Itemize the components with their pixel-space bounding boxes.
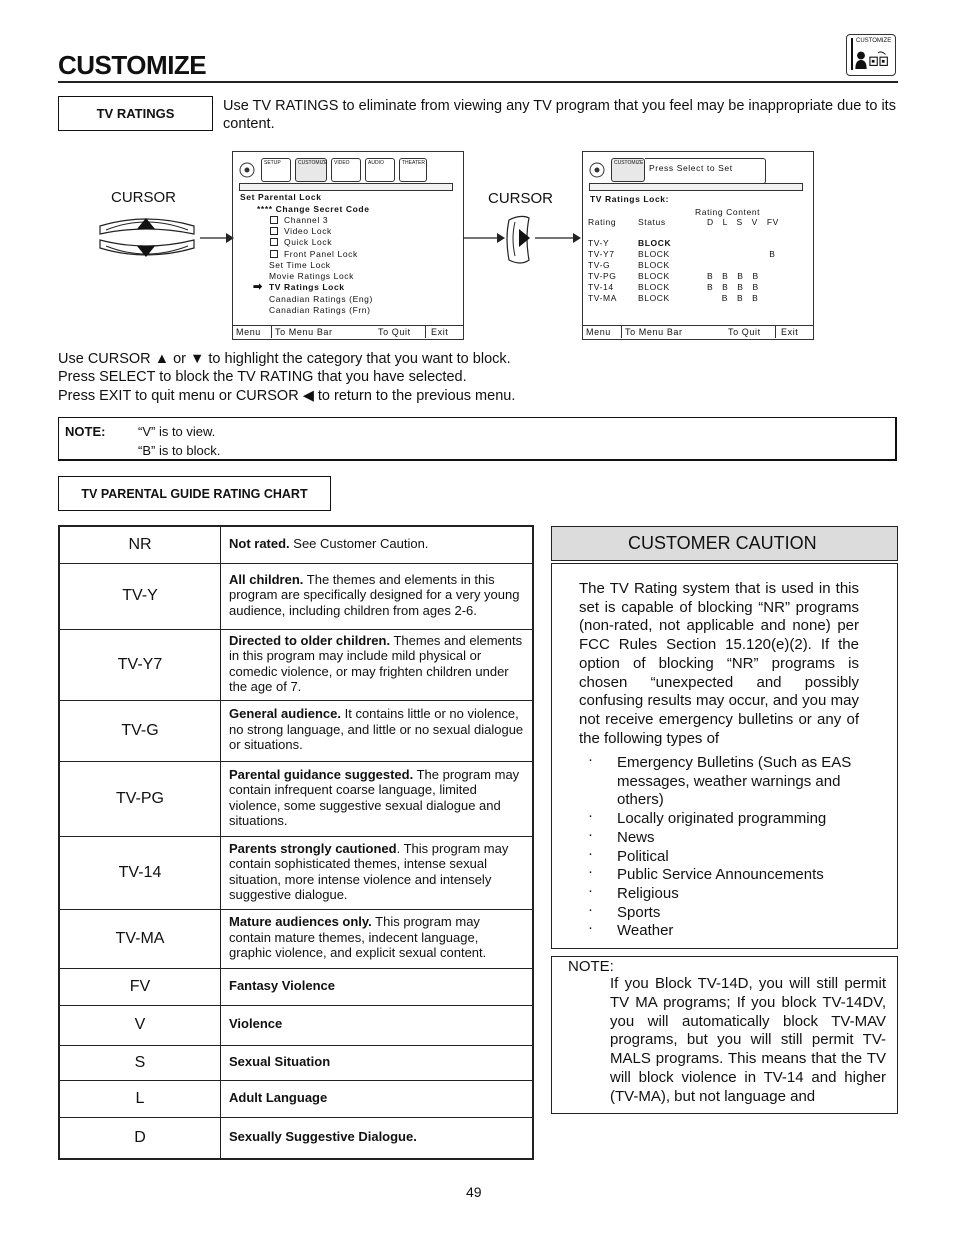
checkbox-icon	[270, 216, 278, 224]
instruction-line-1: Use CURSOR ▲ or ▼ to highlight the category that you want to block.	[58, 351, 511, 367]
screen1-item: **** Change Secret Code	[257, 204, 370, 214]
note-tv14-box	[551, 956, 898, 1114]
rating-chart-table	[58, 525, 534, 1160]
checkbox-icon	[270, 250, 278, 258]
customer-caution-box	[551, 563, 898, 949]
screen2-footer: Menu To Menu Bar To Quit Exit	[583, 325, 813, 339]
selection-arrow-icon: ➡	[253, 281, 263, 293]
rating-row	[59, 909, 533, 968]
rating-code: TV-Y	[59, 563, 221, 629]
parental-lock-menu-screen	[232, 151, 464, 340]
rating-row	[59, 563, 533, 629]
checkbox-icon	[270, 238, 278, 246]
chart-label: TV PARENTAL GUIDE RATING CHART	[58, 476, 331, 511]
tv-rating-row-content: B B B B	[707, 282, 759, 292]
caution-bullet: · Sports	[588, 904, 897, 923]
arrow-right-icon	[200, 228, 234, 248]
tv-ratings-lock-screen	[582, 151, 814, 340]
caution-text: The TV Rating system that is used in this set is capable of blocking “NR” programs (non-rated, not applicable and none) per FCC Rules Section 15.120(e)(2). If the option of blocking “NR” programs is chosen “unexpected and possibly confusing results may occur, and you may not receive emergency bulletins or any of the following types of	[579, 580, 859, 747]
tv-rating-row-content: B B B B	[707, 271, 759, 281]
content-cols: D L S V FV	[707, 217, 779, 227]
left-triangle-icon: ◀	[302, 388, 314, 404]
screen1-item: Movie Ratings Lock	[269, 271, 354, 281]
tv-rating-row-status: BLOCK	[638, 260, 670, 270]
rating-code: TV-PG	[59, 761, 221, 836]
note2-label: NOTE:	[568, 958, 614, 975]
rating-code: D	[59, 1117, 221, 1159]
corner-bar	[851, 38, 853, 70]
checkbox-icon	[270, 227, 278, 235]
menu-bar-2	[589, 183, 803, 191]
screen2-heading: TV Ratings Lock:	[590, 194, 670, 204]
tv-rating-row-status: BLOCK	[638, 293, 670, 303]
col-status: Status	[638, 217, 666, 227]
rating-code: S	[59, 1045, 221, 1080]
tv-rating-row-rating: TV-Y7	[588, 249, 615, 259]
rating-description: Fantasy Violence	[221, 968, 534, 1005]
rating-row	[59, 700, 533, 761]
page-number: 49	[466, 1184, 482, 1200]
cursor-right-pad-icon	[463, 214, 581, 266]
rating-row	[59, 761, 533, 836]
rating-row	[59, 1005, 533, 1045]
caution-bullet: · Emergency Bulletins (Such as EAS messages, weather warnings and others)	[588, 754, 857, 810]
rating-description: General audience. It contains little or no violence, no strong language, and little or no sexual dialogue or situations.	[221, 700, 534, 761]
remote-icon-2	[588, 160, 606, 180]
tv-ratings-label: TV RATINGS	[58, 96, 213, 131]
screen1-item: Canadian Ratings (Frn)	[269, 305, 371, 315]
rating-description: Violence	[221, 1005, 534, 1045]
tv-ratings-intro: Use TV RATINGS to eliminate from viewing any TV program that you feel may be inappropriate due to its content.	[223, 98, 896, 132]
rating-code: V	[59, 1005, 221, 1045]
cursor-up-down-pad-icon	[96, 210, 198, 266]
tab-customize-2: CUSTOMIZE	[611, 158, 645, 182]
tv-rating-row-status: BLOCK	[638, 249, 670, 259]
rating-code: L	[59, 1080, 221, 1117]
title-divider	[58, 81, 898, 83]
tab-customize: CUSTOMIZE	[295, 158, 327, 182]
down-triangle-icon: ▼	[190, 351, 205, 367]
rating-code: NR	[59, 526, 221, 563]
note-line-2: “B” is to block.	[138, 443, 221, 458]
person-icon	[855, 51, 867, 69]
caution-bullet: · Religious	[588, 885, 897, 904]
tab-setup: SETUP	[261, 158, 291, 182]
tv-rating-row-rating: TV-PG	[588, 271, 617, 281]
rating-code: FV	[59, 968, 221, 1005]
tv-rating-row-rating: TV-Y	[588, 238, 610, 248]
rating-row	[59, 629, 533, 700]
rating-content-label: Rating Content	[695, 207, 761, 217]
rating-row	[59, 1045, 533, 1080]
note2-text: If you Block TV-14D, you will still permit TV MA programs; If you block TV-14DV, you will automatically block TV-MAV programs, but you will still permit TV-MALS programs. This means that the TV will block violence in TV-14 and higher (TV-MA), but not language and	[610, 975, 886, 1105]
screen1-item: ➡ TV Ratings Lock	[253, 281, 345, 293]
tv-rating-row-status: BLOCK	[638, 238, 672, 248]
tv-rating-row-content: B	[707, 249, 776, 259]
menu-bar	[239, 183, 453, 191]
cursor-label-right: CURSOR	[488, 190, 554, 207]
remote-icon	[238, 160, 256, 180]
tv-rating-row-rating: TV-G	[588, 260, 611, 270]
rating-description: All children. The themes and elements in this program are specifically designed for a very young audience, including children from ages 2-6.	[221, 563, 534, 629]
rating-row	[59, 1080, 533, 1117]
rating-code: TV-MA	[59, 909, 221, 968]
instructions	[58, 350, 898, 405]
rating-description: Adult Language	[221, 1080, 534, 1117]
screen1-item: Set Time Lock	[269, 260, 331, 270]
corner-icon-label: CUSTOMIZE	[856, 38, 892, 44]
tab-audio: AUDIO	[365, 158, 395, 182]
screen1-footer: Menu To Menu Bar To Quit Exit	[233, 325, 463, 339]
col-rating: Rating	[588, 217, 617, 227]
page-title: CUSTOMIZE	[58, 50, 207, 80]
note-line-1: “V” is to view.	[138, 424, 216, 439]
up-triangle-icon: ▲	[154, 351, 170, 367]
screen1-item: Quick Lock	[270, 237, 332, 247]
customer-caution-heading: CUSTOMER CAUTION	[551, 526, 898, 561]
instruction-line-3: Press EXIT to quit menu or CURSOR ◀ to return to the previous menu.	[58, 388, 516, 404]
tab-theater: THEATER	[399, 158, 427, 182]
rating-row	[59, 526, 533, 563]
customize-corner-icon	[846, 34, 896, 76]
rating-code: TV-14	[59, 836, 221, 909]
rating-description: Not rated. See Customer Caution.	[221, 526, 534, 563]
tv-rating-row-status: BLOCK	[638, 282, 670, 292]
rating-description: Sexually Suggestive Dialogue.	[221, 1117, 534, 1159]
rating-description: Mature audiences only. This program may contain mature themes, indecent language, graphic violence, and explicit sexual content.	[221, 909, 534, 968]
rating-description: Directed to older children. Themes and elements in this program may include mild physical or comedic violence, or may frighten children under the age of 7.	[221, 629, 534, 700]
rating-row	[59, 1117, 533, 1159]
caution-bullets	[588, 754, 897, 941]
tv-rating-row-rating: TV-MA	[588, 293, 617, 303]
lock-grid-icon	[869, 51, 891, 67]
screen1-heading: Set Parental Lock	[240, 192, 322, 202]
tv-rating-row-content: B B B	[707, 293, 759, 303]
caution-bullet: · Public Service Announcements	[588, 866, 897, 885]
cursor-label-left: CURSOR	[111, 189, 177, 206]
rating-description: Sexual Situation	[221, 1045, 534, 1080]
note-label: NOTE:	[65, 424, 106, 439]
screen1-item: Video Lock	[270, 226, 332, 236]
rating-code: TV-G	[59, 700, 221, 761]
tv-rating-row-status: BLOCK	[638, 271, 670, 281]
caution-bullet: · News	[588, 829, 897, 848]
tab-video: VIDEO	[331, 158, 361, 182]
prompt-box: Press Select to Set	[645, 158, 766, 184]
screen1-item: Front Panel Lock	[270, 249, 358, 259]
rating-row	[59, 968, 533, 1005]
screen1-item: Channel 3	[270, 215, 328, 225]
rating-description: Parental guidance suggested. The program may contain infrequent coarse language, limited violence, some suggestive sexual dialogue and situations.	[221, 761, 534, 836]
screen1-item: Canadian Ratings (Eng)	[269, 294, 373, 304]
caution-bullet: · Political	[588, 848, 897, 867]
note-view-block	[58, 417, 897, 461]
instruction-line-2: Press SELECT to block the TV RATING that you have selected.	[58, 369, 467, 385]
tv-rating-row-rating: TV-14	[588, 282, 614, 292]
caution-bullet: · Locally originated programming	[588, 810, 897, 829]
rating-row	[59, 836, 533, 909]
caution-bullet: · Weather	[588, 922, 897, 941]
rating-description: Parents strongly cautioned. This program may contain sophisticated themes, intense sexual situation, more intense violence and intensely suggestive dialogue.	[221, 836, 534, 909]
rating-code: TV-Y7	[59, 629, 221, 700]
